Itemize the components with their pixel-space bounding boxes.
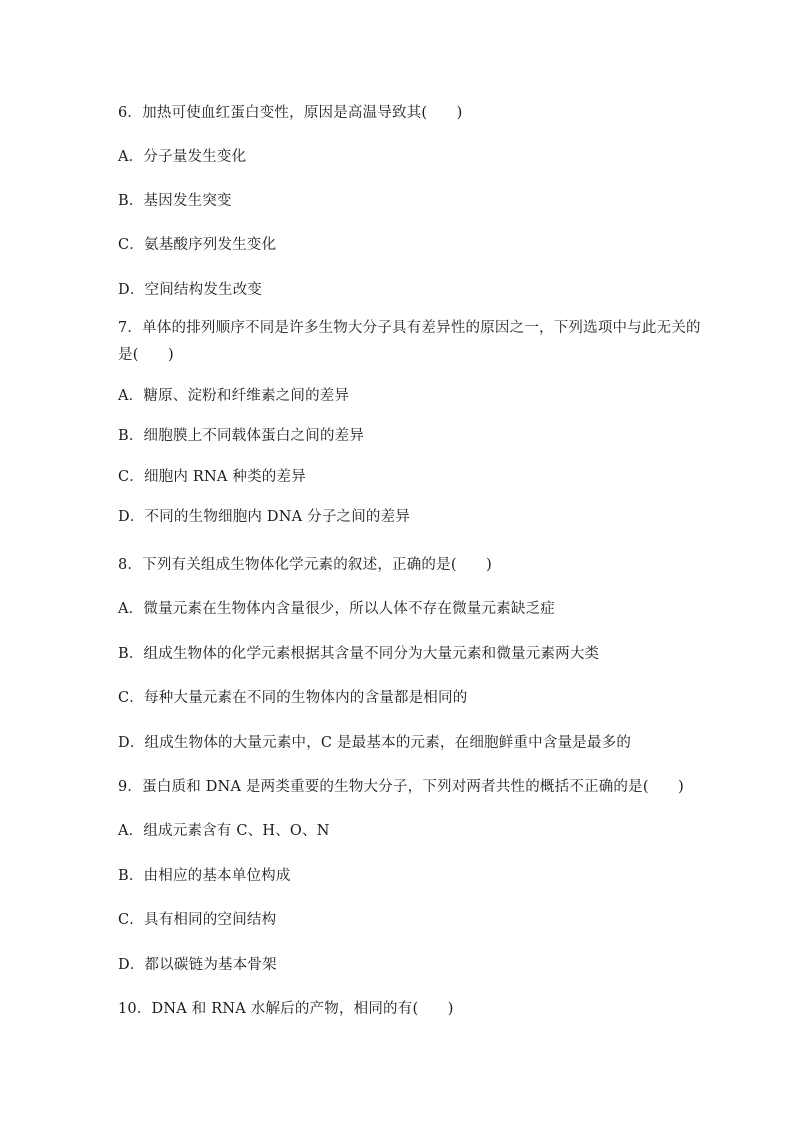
question-7-stem-line1: 7．单体的排列顺序不同是许多生物大分子具有差异性的原因之一，下列选项中与此无关的 [118, 320, 701, 336]
question-7-option-b: B．细胞膜上不同载体蛋白之间的差异 [118, 428, 365, 444]
question-8-option-c: C．每种大量元素在不同的生物体内的含量都是相同的 [118, 690, 468, 706]
question-8-option-d: D．组成生物体的大量元素中，C 是最基本的元素，在细胞鲜重中含量是最多的 [118, 735, 632, 751]
question-6-option-c: C．氨基酸序列发生变化 [118, 237, 277, 253]
question-8-option-a: A．微量元素在生物体内含量很少，所以人体不存在微量元素缺乏症 [118, 601, 555, 617]
question-9-option-d: D．都以碳链为基本骨架 [118, 957, 277, 973]
question-6-option-d: D．空间结构发生改变 [118, 282, 263, 298]
question-7-option-d: D．不同的生物细胞内 DNA 分子之间的差异 [118, 509, 411, 525]
question-9-option-a: A．组成元素含有 C、H、O、N [118, 823, 330, 839]
question-7-stem-line2: 是( ) [118, 347, 174, 363]
question-6-stem: 6．加热可使血红蛋白变性，原因是高温导致其( ) [118, 105, 463, 121]
question-10-stem: 10．DNA 和 RNA 水解后的产物，相同的有( ) [118, 1001, 454, 1017]
question-9-stem: 9．蛋白质和 DNA 是两类重要的生物大分子，下列对两者共性的概括不正确的是( ) [118, 779, 684, 795]
question-8-option-b: B．组成生物体的化学元素根据其含量不同分为大量元素和微量元素两大类 [118, 646, 600, 662]
question-8-stem: 8．下列有关组成生物体化学元素的叙述，正确的是( ) [118, 557, 492, 573]
question-9-option-c: C．具有相同的空间结构 [118, 912, 277, 928]
question-7-option-c: C．细胞内 RNA 种类的差异 [118, 469, 306, 485]
question-9-option-b: B．由相应的基本单位构成 [118, 868, 291, 884]
question-6-option-b: B．基因发生突变 [118, 193, 232, 209]
question-7-option-a: A．糖原、淀粉和纤维素之间的差异 [118, 388, 350, 404]
question-6-option-a: A．分子量发生变化 [118, 149, 247, 165]
